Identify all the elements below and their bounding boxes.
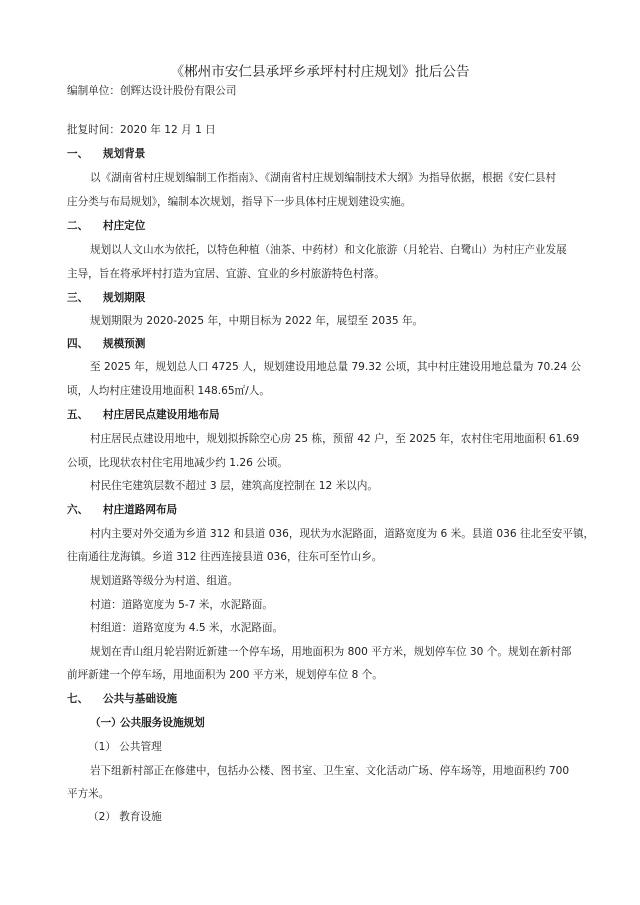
section-title: 规划期限 [103, 292, 146, 304]
subsection-number: （一） [90, 717, 122, 729]
section-title: 公共与基础设施 [103, 693, 178, 705]
paragraph-line: 村内主要对外交通为乡道 312 和县道 036，现状为水泥路面，道路宽度为 6 米。县道 036 往北至安平镇， [90, 528, 595, 540]
section-title: 村庄定位 [103, 220, 146, 232]
paragraph-line: 村道：道路宽度为 5-7 米，水泥路面。 [90, 599, 273, 611]
paragraph-line: 前坪新建一个停车场，用地面积为 200 平方米，规划停车位 8 个。 [67, 669, 383, 681]
paragraph-line: 村民住宅建筑层数不超过 3 层，建筑高度控制在 12 米以内。 [90, 480, 378, 492]
approval-date: 批复时间：2020 年 12 月 1 日 [67, 124, 216, 136]
section-heading-5 [67, 408, 587, 422]
paragraph-line: 规划以人文山水为依托，以特色种植（油茶、中药材）和文化旅游（月轮岩、白鹭山）为村庄产业发展 [90, 244, 567, 256]
section-heading-1 [67, 147, 587, 161]
section-heading-2 [67, 219, 587, 233]
section-number: 六、 [67, 504, 89, 516]
paragraph-line: 往南通往龙海镇。乡道 312 往西连接县道 036，往东可至竹山乡。 [67, 551, 383, 563]
subsection-title: 公共服务设施规划 [120, 717, 205, 729]
section-heading-3 [67, 291, 587, 305]
paragraph-line: 规划期限为 2020-2025 年，中期目标为 2022 年，展望至 2035 年。 [90, 315, 424, 327]
paragraph-line: 公顷，比现状农村住宅用地减少约 1.26 公顷。 [67, 457, 289, 469]
paragraph-line: 至 2025 年，规划总人口 4725 人，规划建设用地总量 79.32 公顷，其中村庄建设用地总量为 70.24 公 [90, 361, 582, 373]
paragraph-line: 规划道路等级分为村道、组道。 [90, 575, 239, 587]
section-heading-6 [67, 503, 587, 517]
document-title: 《郴州市安仁县承坪乡承坪村村庄规划》批后公告 [170, 64, 470, 80]
paragraph-line: 以《湖南省村庄规划编制工作指南》、《湖南省村庄规划编制技术大纲》为指导依据，根据《安仁县村 [90, 172, 557, 184]
section-heading-4 [67, 337, 587, 351]
paragraph-line: 平方米。 [67, 788, 110, 800]
paragraph-line: 规划在青山组月轮岩附近新建一个停车场，用地面积为 800 平方米，规划停车位 30 个。规划在新村部 [90, 646, 572, 658]
paragraph-line: 村组道：道路宽度为 4.5 米，水泥路面。 [90, 622, 284, 634]
compiler-line: 编制单位：创辉达设计股份有限公司 [67, 85, 237, 97]
section-title: 规划背景 [103, 148, 146, 160]
section-title: 规模预测 [103, 338, 146, 350]
section-heading-7 [67, 692, 587, 706]
section-title: 村庄居民点建设用地布局 [103, 409, 220, 421]
section-number: 四、 [67, 338, 89, 350]
paragraph-line: 顷，人均村庄建设用地面积 148.65㎡/人。 [67, 385, 270, 397]
section-title: 村庄道路网布局 [103, 504, 178, 516]
paragraph-line: 主导，旨在将承坪村打造为宜居、宜游、宜业的乡村旅游特色村落。 [67, 268, 385, 280]
subsection-heading [90, 716, 610, 730]
section-number: 二、 [67, 220, 89, 232]
section-number: 一、 [67, 148, 89, 160]
item-heading: （2） 教育设施 [88, 811, 162, 823]
section-number: 三、 [67, 292, 89, 304]
section-number: 七、 [67, 693, 89, 705]
item-heading: （1） 公共管理 [88, 741, 162, 753]
paragraph-line: 村庄居民点建设用地中，规划拟拆除空心房 25 栋，预留 42 户，至 2025 年，农村住宅用地面积 61.69 [90, 433, 580, 445]
paragraph-line: 岩下组新村部正在修建中，包括办公楼、图书室、卫生室、文化活动广场、停车场等，用地面积约 700 [90, 765, 570, 777]
section-number: 五、 [67, 409, 89, 421]
paragraph-line: 庄分类与布局规划》，编制本次规划，指导下一步具体村庄规划建设实施。 [67, 196, 412, 208]
